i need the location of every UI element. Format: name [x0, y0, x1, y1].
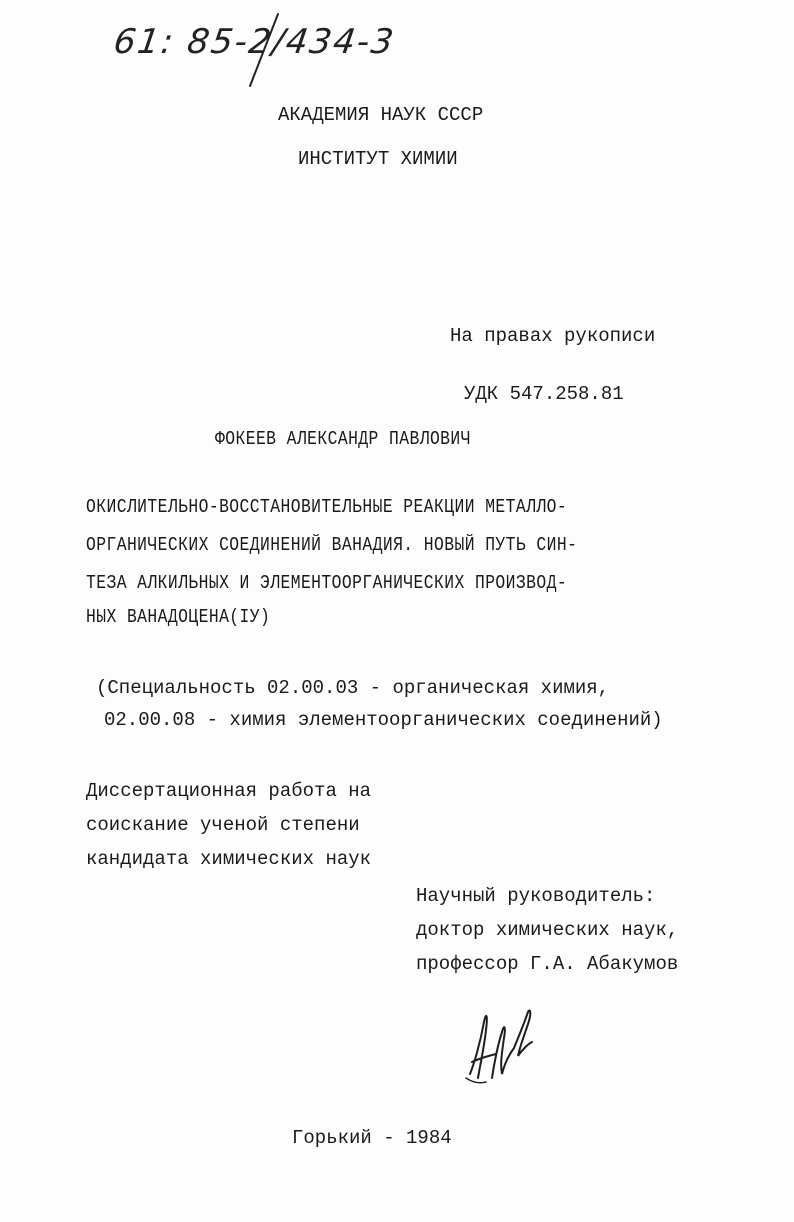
title-line-4: НЫХ ВАНАДОЦЕНА(IУ)	[86, 606, 271, 628]
dissertation-line-3: кандидата химических наук	[86, 848, 372, 870]
handwritten-slash-mark	[244, 10, 284, 90]
institute-name: ИНСТИТУТ ХИМИИ	[298, 148, 458, 170]
specialty-line-2: 02.00.08 - химия элементоорганических соединений)	[104, 709, 663, 731]
archive-code: 61: 85-2/434-3	[111, 22, 398, 62]
manuscript-rights: На правах рукописи	[450, 325, 656, 347]
title-line-2: ОРГАНИЧЕСКИХ СОЕДИНЕНИЙ ВАНАДИЯ. НОВЫЙ ПУТЬ СИН-	[86, 534, 578, 556]
dissertation-line-1: Диссертационная работа на	[86, 780, 372, 802]
author-name: ФОКЕЕВ АЛЕКСАНДР ПАВЛОВИЧ	[215, 428, 471, 450]
place-year: Горький - 1984	[292, 1127, 452, 1149]
dissertation-line-2: соискание ученой степени	[86, 814, 360, 836]
specialty-line-1: (Специальность 02.00.03 - органическая химия,	[96, 677, 610, 699]
supervisor-line-3: профессор Г.А. Абакумов	[416, 953, 679, 975]
title-line-1: ОКИСЛИТЕЛЬНО-ВОССТАНОВИТЕЛЬНЫЕ РЕАКЦИИ МЕТАЛЛО-	[86, 496, 568, 518]
udc-code: УДК 547.258.81	[464, 383, 624, 405]
supervisor-line-2: доктор химических наук,	[416, 919, 679, 941]
supervisor-signature	[462, 1004, 546, 1088]
title-line-3: ТЕЗА АЛКИЛЬНЫХ И ЭЛЕМЕНТООРГАНИЧЕСКИХ ПРОИЗВОД-	[86, 572, 568, 594]
supervisor-line-1: Научный руководитель:	[416, 885, 656, 907]
academy-name: АКАДЕМИЯ НАУК СССР	[278, 104, 484, 126]
